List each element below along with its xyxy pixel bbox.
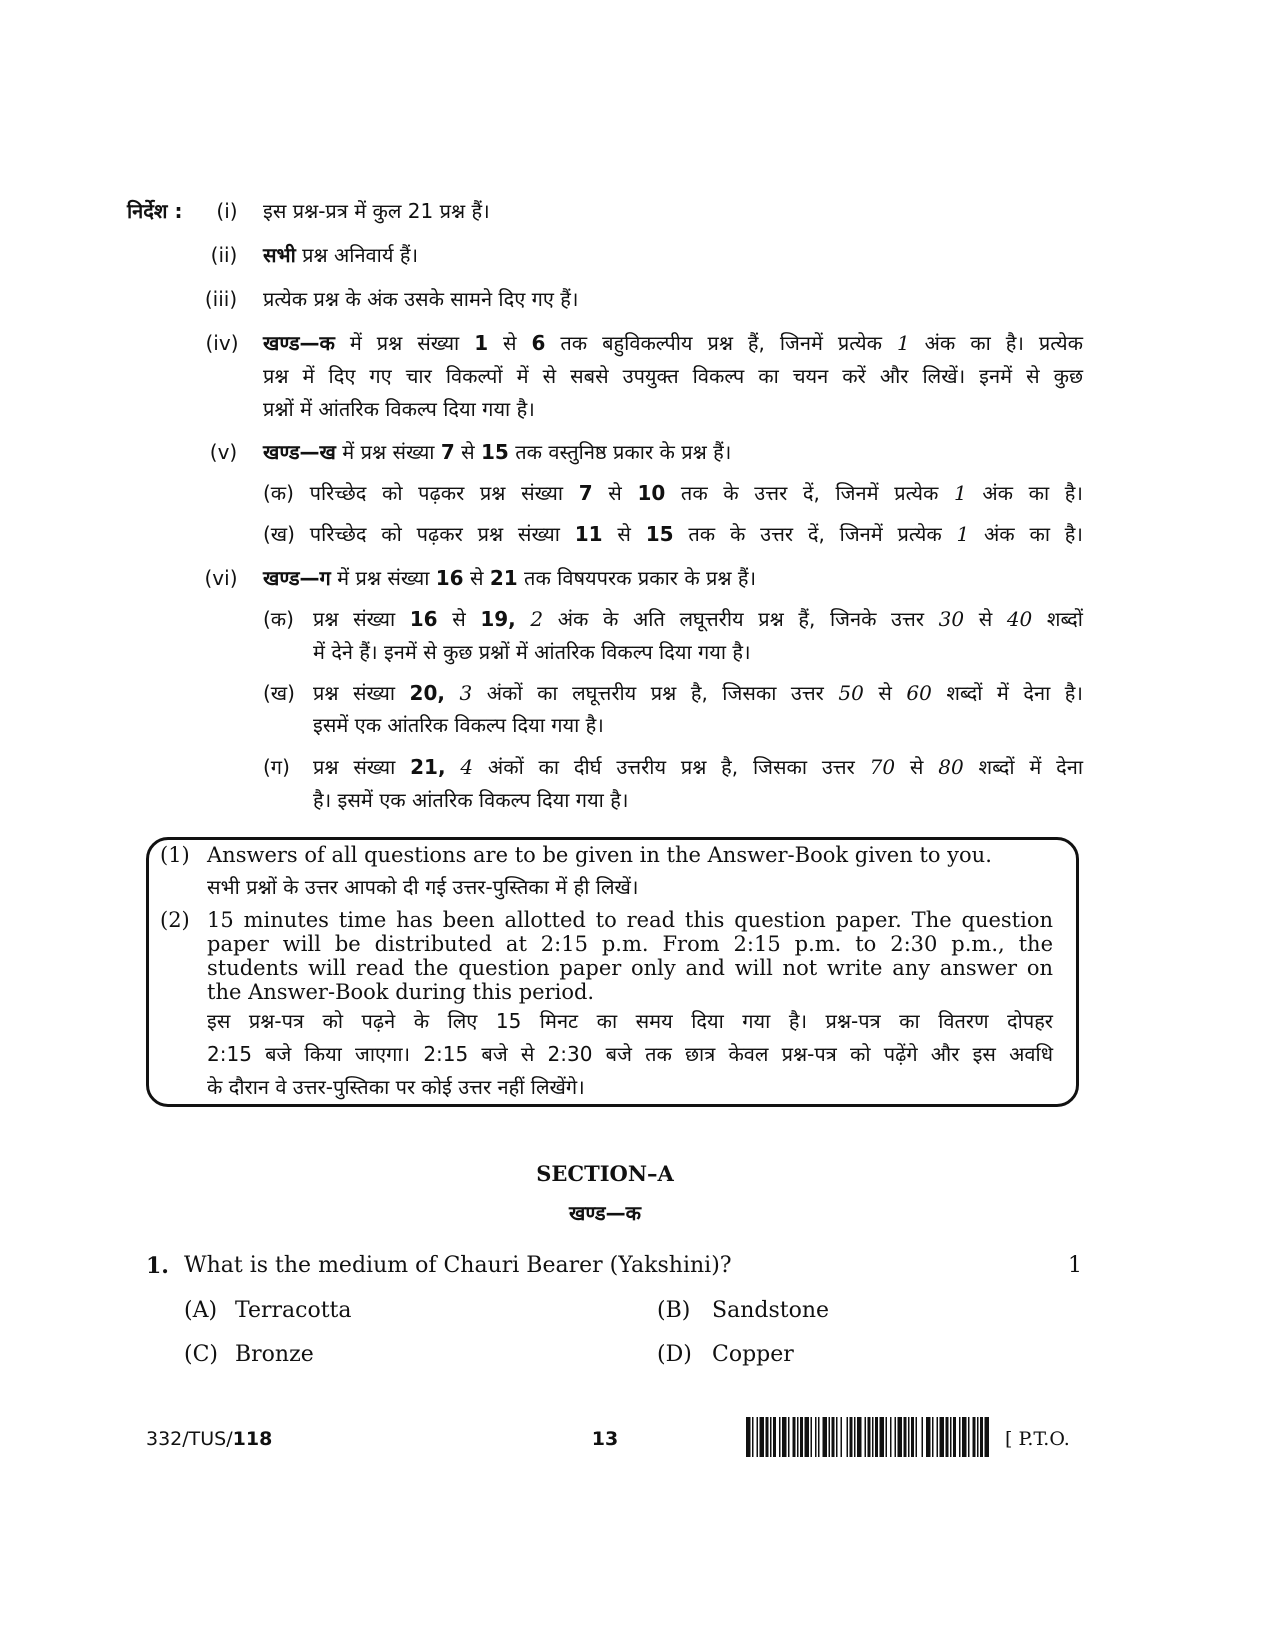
barcode-bar: [977, 1417, 979, 1457]
barcode-bar: [875, 1417, 878, 1457]
barcode-bar: [962, 1417, 967, 1457]
barcode-bar: [752, 1417, 754, 1457]
section-title-hindi: खण्ड—क: [569, 1201, 641, 1225]
sub-instruction: (ख) परिच्छेद को पढ़कर प्रश्न संख्या 11 से 15 तक के उत्तर दें, जिनमें प्रत्येक 1 अंक का है।: [263, 522, 1084, 546]
sub-instruction-mark: (ख): [263, 681, 295, 705]
barcode-bar: [980, 1417, 983, 1457]
barcode-bar: [793, 1417, 796, 1457]
sub-instruction: प्रश्न संख्या 16 से 19, 2 अंक के अति लघूत्तरीय प्रश्न हैं, जिनके उत्तर 30 से 40 शब्दों: [313, 607, 1083, 631]
barcode-bar: [836, 1417, 838, 1457]
barcode-bar: [926, 1417, 931, 1457]
barcode-bar: [959, 1417, 961, 1457]
notice-text-en: students will read the question paper only and will not write any answer on: [207, 956, 1053, 980]
barcode-bar: [779, 1417, 781, 1457]
barcode-bar: [788, 1417, 790, 1457]
page-number: 13: [591, 1428, 619, 1450]
barcode-bar: [886, 1417, 888, 1457]
barcode-bar: [766, 1417, 769, 1457]
barcode-bar: [950, 1417, 952, 1457]
instruction-text: प्रत्येक प्रश्न के अंक उसके सामने दिए गए हैं।: [263, 287, 579, 311]
option-label: (A): [184, 1298, 218, 1323]
barcode-bar: [872, 1417, 874, 1457]
barcode-bar: [916, 1417, 918, 1457]
instruction-num: (ii): [210, 243, 238, 267]
barcode-bar: [940, 1417, 945, 1457]
sub-instruction: प्रश्न संख्या 21, 4 अंकों का दीर्घ उत्तरीय प्रश्न है, जिसका उत्तर 70 से 80 शब्दों में देना: [313, 755, 1084, 779]
notice-num: (1): [160, 843, 190, 867]
barcode-bar: [898, 1417, 903, 1457]
instruction-text: प्रश्न में दिए गए चार विकल्पों में से सबसे उपयुक्त विकल्प का चयन करें और लिखें। इनमें से कुछ: [263, 364, 1083, 388]
notice-num: (2): [160, 908, 190, 932]
barcode-bar: [908, 1417, 910, 1457]
sub-instruction: प्रश्न संख्या 20, 3 अंकों का लघूत्तरीय प्रश्न है, जिसका उत्तर 50 से 60 शब्दों में देना है।: [313, 681, 1083, 705]
barcode-bar: [911, 1417, 914, 1457]
barcode-bar: [937, 1417, 939, 1457]
barcode-bar: [832, 1417, 835, 1457]
barcode-bar: [890, 1417, 892, 1457]
instruction-text: सभी प्रश्न अनिवार्य हैं।: [263, 243, 419, 267]
barcode-bar: [865, 1417, 867, 1457]
question-number: 1.: [146, 1253, 169, 1279]
paper-code: 332/TUS/118: [146, 1428, 273, 1450]
option-text: Copper: [712, 1342, 794, 1367]
notice-text-en: 15 minutes time has been allotted to read this question paper. The question: [207, 908, 1053, 932]
instruction-num: (i): [216, 199, 238, 223]
instruction-text: खण्ड—क में प्रश्न संख्या 1 से 6 तक बहुविकल्पीय प्रश्न हैं, जिनमें प्रत्येक 1 अंक का है। प्रत्येक: [263, 331, 1083, 355]
notice-text-hi: इस प्रश्न-पत्र को पढ़ने के लिए 15 मिनट का समय दिया गया है। प्रश्न-पत्र का वितरण दोपहर: [207, 1009, 1053, 1033]
barcode-bar: [797, 1417, 799, 1457]
option-text: Sandstone: [712, 1298, 830, 1323]
sub-instruction: में देने हैं। इनमें से कुछ प्रश्नों में आंतरिक विकल्प दिया गया है।: [313, 640, 751, 664]
instruction-num: (vi): [204, 566, 238, 590]
instruction-num: (iii): [204, 287, 238, 311]
notice-text-en: paper will be distributed at 2:15 p.m. From 2:15 p.m. to 2:30 p.m., the: [207, 932, 1053, 956]
barcode-bar: [850, 1417, 853, 1457]
barcode-bar: [946, 1417, 949, 1457]
question-text: What is the medium of Chauri Bearer (Yakshini)?: [184, 1253, 732, 1278]
barcode-bar: [823, 1417, 828, 1457]
barcode-bar: [811, 1417, 813, 1457]
barcode-bar: [922, 1417, 924, 1457]
notice-text-en: the Answer-Book during this period.: [207, 980, 595, 1004]
barcode-bar: [953, 1417, 956, 1457]
barcode-bar: [757, 1417, 759, 1457]
instruction-text: प्रश्नों में आंतरिक विकल्प दिया गया है।: [263, 397, 535, 421]
barcode-bar: [805, 1417, 810, 1457]
barcode-bar: [854, 1417, 856, 1457]
option-text: Bronze: [235, 1342, 314, 1367]
barcode-bar: [857, 1417, 862, 1457]
barcode-bar: [985, 1417, 990, 1457]
barcode-bar: [782, 1417, 787, 1457]
notice-text-hi: 2:15 बजे किया जाएगा। 2:15 बजे से 2:30 बजे तक छात्र केवल प्रश्न-पत्र को पढ़ेंगे और इस अवधि: [207, 1042, 1053, 1066]
barcode-bar: [829, 1417, 831, 1457]
barcode-bar: [847, 1417, 849, 1457]
pto-label: [ P.T.O.: [1005, 1428, 1070, 1450]
sub-instruction-mark: (ग): [263, 755, 290, 779]
option-label: (B): [657, 1298, 691, 1323]
sub-instruction: है। इसमें एक आंतरिक विकल्प दिया गया है।: [313, 788, 629, 812]
instruction-text: खण्ड—ग में प्रश्न संख्या 16 से 21 तक विषयपरक प्रकार के प्रश्न हैं।: [263, 566, 757, 590]
section-title: SECTION–A: [536, 1161, 674, 1186]
sub-instruction: (क) परिच्छेद को पढ़कर प्रश्न संख्या 7 से 10 तक के उत्तर दें, जिनमें प्रत्येक 1 अंक का है।: [263, 481, 1084, 505]
barcode-bar: [880, 1417, 885, 1457]
barcode-bar: [841, 1417, 843, 1457]
notice-text-en: Answers of all questions are to be given in the Answer-Book given to you.: [207, 843, 992, 867]
option-label: (C): [184, 1342, 218, 1367]
notice-text-hi: के दौरान वे उत्तर-पुस्तिका पर कोई उत्तर नहीं लिखेंगे।: [207, 1075, 585, 1099]
barcode-bar: [932, 1417, 934, 1457]
question-marks: 1: [1068, 1253, 1082, 1278]
instruction-text: इस प्रश्न-प्रत्र में कुल 21 प्रश्न हैं।: [263, 199, 490, 223]
barcode-bar: [904, 1417, 907, 1457]
sub-instruction-mark: (क): [263, 607, 294, 631]
barcode-bar: [773, 1417, 776, 1457]
option-text: Terracotta: [235, 1298, 352, 1323]
notice-text-hi: सभी प्रश्नों के उत्तर आपको दी गई उत्तर-पुस्तिका में ही लिखें।: [207, 875, 639, 899]
instruction-num: (iv): [205, 331, 239, 355]
option-label: (D): [657, 1342, 692, 1367]
instruction-text: खण्ड—ख में प्रश्न संख्या 7 से 15 तक वस्तुनिष्ठ प्रकार के प्रश्न हैं।: [263, 440, 732, 464]
barcode-bar: [760, 1417, 765, 1457]
barcode-bar: [895, 1417, 897, 1457]
barcode-bar: [746, 1417, 751, 1457]
barcode-bar: [818, 1417, 820, 1457]
barcode-bar: [973, 1417, 976, 1457]
instruction-num: (v): [209, 440, 238, 464]
barcode-bar: [770, 1417, 772, 1457]
instructions-label: निर्देश :: [127, 199, 183, 223]
barcode-bar: [800, 1417, 803, 1457]
barcode: [746, 1417, 990, 1457]
barcode-bar: [815, 1417, 817, 1457]
sub-instruction: इसमें एक आंतरिक विकल्प दिया गया है।: [313, 713, 604, 737]
barcode-bar: [968, 1417, 970, 1457]
barcode-bar: [868, 1417, 871, 1457]
